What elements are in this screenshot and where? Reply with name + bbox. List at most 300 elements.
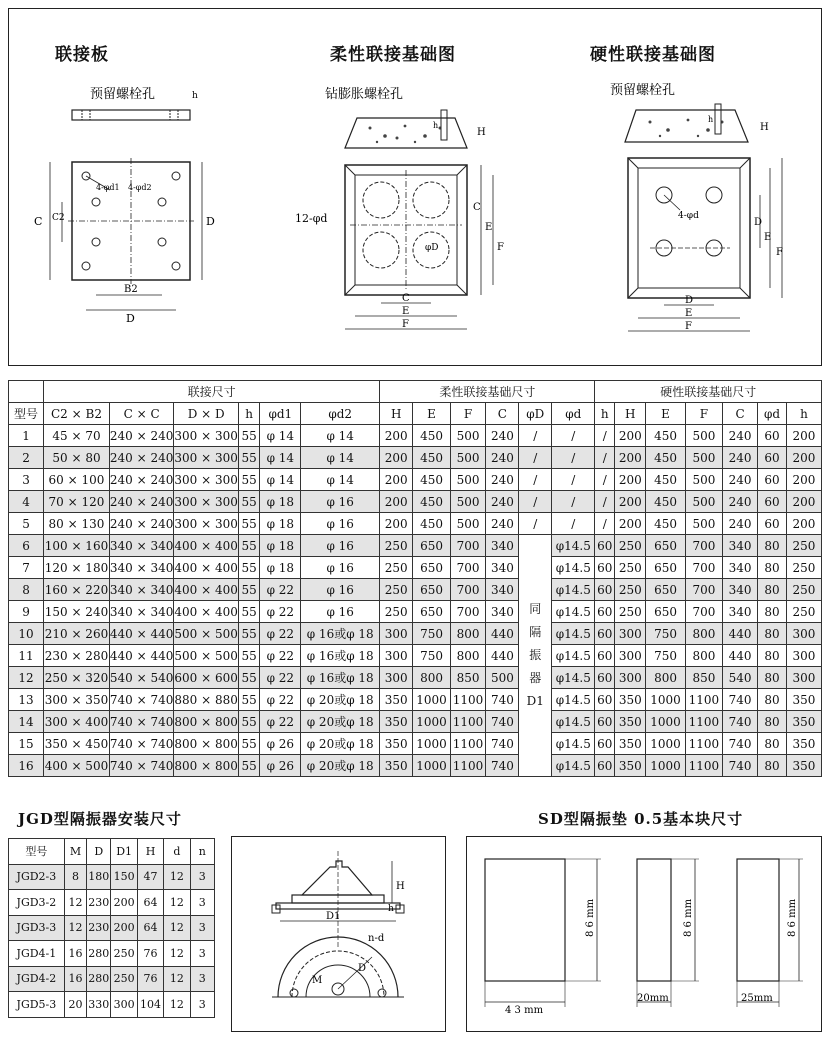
- table-cell: 700: [450, 535, 486, 557]
- table-cell: φ 16: [301, 601, 380, 623]
- col-header: φd1: [260, 403, 301, 425]
- table-cell: 340: [486, 601, 519, 623]
- jgd-cell: JGD5-3: [9, 992, 65, 1018]
- table-cell: 350: [615, 689, 646, 711]
- table-cell: 400 × 400: [174, 557, 239, 579]
- svg-text:4-φd2: 4-φd2: [128, 183, 152, 192]
- table-cell: 1000: [646, 755, 685, 777]
- col-header: φd: [552, 403, 595, 425]
- table-cell: 500: [685, 425, 722, 447]
- table-cell: 200: [380, 491, 413, 513]
- table-cell: 240: [723, 469, 758, 491]
- table-cell: φ 22: [260, 645, 301, 667]
- jgd-cell: 8: [64, 864, 86, 890]
- table-cell: 800: [450, 645, 486, 667]
- svg-text:C2: C2: [52, 213, 65, 223]
- table-cell: 650: [646, 601, 685, 623]
- table-cell: 240 × 240: [109, 513, 174, 535]
- table-cell: 240 × 240: [109, 425, 174, 447]
- same-as-isolator-cell: [519, 535, 552, 777]
- table-cell: φ 14: [260, 447, 301, 469]
- table-cell: 55: [238, 667, 260, 689]
- table-cell: 55: [238, 491, 260, 513]
- table-cell: 200: [615, 491, 646, 513]
- table-row: [9, 579, 822, 601]
- table-cell: φ14.5: [552, 667, 595, 689]
- jgd-cell: 20: [64, 992, 86, 1018]
- table-cell: 740 × 740: [109, 711, 174, 733]
- table-cell: φ 16: [301, 579, 380, 601]
- table-cell: 200: [615, 425, 646, 447]
- table-cell: 200: [380, 425, 413, 447]
- table-cell: φ14.5: [552, 733, 595, 755]
- table-cell: 500 × 500: [174, 645, 239, 667]
- table-cell: 750: [646, 623, 685, 645]
- table-cell: 200: [615, 469, 646, 491]
- table-cell: 450: [646, 469, 685, 491]
- svg-text:F: F: [402, 319, 409, 330]
- col-header: C × C: [109, 403, 174, 425]
- svg-text:H: H: [396, 881, 405, 892]
- svg-text:D: D: [685, 295, 694, 306]
- table-cell: 55: [238, 733, 260, 755]
- table-row: [9, 601, 822, 623]
- table-cell: φ 14: [260, 469, 301, 491]
- table-cell: 400 × 400: [174, 601, 239, 623]
- svg-text:B2: B2: [124, 284, 138, 295]
- table-cell: 55: [238, 579, 260, 601]
- table-cell: 8: [9, 579, 44, 601]
- table-cell: 80: [758, 755, 787, 777]
- table-cell: 340: [723, 535, 758, 557]
- jgd-cell: JGD2-3: [9, 864, 65, 890]
- table-cell: 55: [238, 623, 260, 645]
- table-cell: 500: [486, 667, 519, 689]
- table-cell: 650: [413, 535, 450, 557]
- table-cell: 240: [486, 447, 519, 469]
- jgd-cell: 12: [164, 915, 190, 941]
- jgd-cell: 16: [64, 966, 86, 992]
- sd-block1-height: 8 6 mm: [585, 898, 596, 937]
- table-cell: 6: [9, 535, 44, 557]
- table-cell: 200: [786, 469, 821, 491]
- sd-block2-height: 8 6 mm: [683, 898, 694, 937]
- table-cell: 740: [723, 689, 758, 711]
- jgd-cell: 280: [87, 966, 111, 992]
- table-cell: 250: [786, 579, 821, 601]
- jgd-row: [9, 941, 215, 967]
- table-cell: 800: [685, 623, 722, 645]
- table-cell: 70 × 120: [44, 491, 110, 513]
- same-as-isolator-char: 器: [529, 671, 542, 685]
- table-cell: 440: [723, 645, 758, 667]
- table-cell: /: [595, 491, 615, 513]
- table-cell: 50 × 80: [44, 447, 110, 469]
- table-cell: 230 × 280: [44, 645, 110, 667]
- table-cell: 80: [758, 689, 787, 711]
- table-cell: 740: [486, 755, 519, 777]
- sd-title: SD型隔振垫 0.5基本块尺寸: [538, 810, 744, 828]
- jgd-table: [8, 838, 215, 1018]
- table-cell: /: [552, 447, 595, 469]
- flexible-title: 柔性联接基础图: [330, 45, 456, 65]
- table-cell: φ 16或φ 18: [301, 667, 380, 689]
- table-cell: 1100: [450, 689, 486, 711]
- table-row: [9, 447, 822, 469]
- svg-text:D1: D1: [326, 911, 341, 922]
- same-as-isolator-char: 同: [529, 602, 542, 616]
- table-cell: φ 22: [260, 667, 301, 689]
- table-cell: 650: [646, 579, 685, 601]
- table-cell: 3: [9, 469, 44, 491]
- table-cell: 7: [9, 557, 44, 579]
- jgd-cell: 3: [190, 941, 214, 967]
- table-cell: 240: [723, 425, 758, 447]
- table-cell: φ 14: [301, 469, 380, 491]
- table-cell: 740: [486, 689, 519, 711]
- jgd-cell: 12: [64, 915, 86, 941]
- table-cell: 60: [595, 535, 615, 557]
- table-cell: 450: [413, 447, 450, 469]
- table-cell: 200: [380, 447, 413, 469]
- table-cell: 340 × 340: [109, 579, 174, 601]
- table-cell: 200: [615, 447, 646, 469]
- table-cell: 1100: [685, 689, 722, 711]
- table-cell: φ 22: [260, 623, 301, 645]
- table-cell: 750: [646, 645, 685, 667]
- table-cell: φ14.5: [552, 623, 595, 645]
- table-cell: 210 × 260: [44, 623, 110, 645]
- table-cell: 11: [9, 645, 44, 667]
- table-cell: 250: [380, 579, 413, 601]
- table-cell: 500: [450, 469, 486, 491]
- group-header-row: [9, 381, 822, 403]
- svg-text:4-φd: 4-φd: [678, 211, 699, 221]
- col-header: C: [723, 403, 758, 425]
- svg-text:E: E: [685, 308, 693, 319]
- table-cell: 880 × 880: [174, 689, 239, 711]
- table-cell: 13: [9, 689, 44, 711]
- table-body: [9, 425, 822, 777]
- table-cell: 80: [758, 557, 787, 579]
- table-cell: 500: [450, 425, 486, 447]
- table-cell: φ14.5: [552, 579, 595, 601]
- table-cell: 200: [786, 447, 821, 469]
- table-cell: 350: [615, 755, 646, 777]
- table-cell: 650: [413, 601, 450, 623]
- table-cell: 60: [595, 645, 615, 667]
- table-cell: /: [552, 491, 595, 513]
- table-row: [9, 557, 822, 579]
- table-cell: 740: [723, 733, 758, 755]
- jgd-cell: 230: [87, 890, 111, 916]
- sd-block3-width: 25mm: [741, 993, 773, 1004]
- svg-text:H: H: [760, 122, 769, 133]
- table-cell: 1100: [450, 711, 486, 733]
- table-cell: 60: [758, 469, 787, 491]
- jgd-cell: 150: [111, 864, 137, 890]
- table-cell: /: [595, 447, 615, 469]
- col-header: F: [685, 403, 722, 425]
- table-cell: 200: [380, 469, 413, 491]
- table-cell: 500: [685, 447, 722, 469]
- table-cell: φ14.5: [552, 711, 595, 733]
- table-cell: 55: [238, 601, 260, 623]
- table-cell: 240: [486, 491, 519, 513]
- table-cell: 55: [238, 535, 260, 557]
- table-row: [9, 513, 822, 535]
- col-header: D × D: [174, 403, 239, 425]
- table-cell: 9: [9, 601, 44, 623]
- table-cell: 740 × 740: [109, 755, 174, 777]
- jgd-col-header: 型号: [9, 839, 65, 865]
- svg-text:C: C: [473, 202, 481, 213]
- table-cell: 350: [786, 733, 821, 755]
- table-cell: 400 × 500: [44, 755, 110, 777]
- col-header: E: [646, 403, 685, 425]
- table-cell: 60: [595, 711, 615, 733]
- jgd-cell: 180: [87, 864, 111, 890]
- jgd-cell: JGD3-2: [9, 890, 65, 916]
- col-header: E: [413, 403, 450, 425]
- table-cell: φ 16或φ 18: [301, 645, 380, 667]
- table-cell: 750: [413, 645, 450, 667]
- table-cell: 1100: [450, 733, 486, 755]
- svg-text:E: E: [402, 306, 410, 317]
- svg-text:φD: φD: [425, 243, 439, 253]
- table-cell: φ14.5: [552, 755, 595, 777]
- table-cell: 740: [723, 711, 758, 733]
- table-cell: 120 × 180: [44, 557, 110, 579]
- table-cell: 55: [238, 447, 260, 469]
- table-cell: 1000: [413, 711, 450, 733]
- table-cell: 450: [413, 469, 450, 491]
- table-cell: 650: [413, 579, 450, 601]
- jgd-cell: 64: [137, 915, 163, 941]
- table-cell: 400 × 400: [174, 535, 239, 557]
- plate-title: 联接板: [55, 45, 109, 65]
- table-cell: 55: [238, 557, 260, 579]
- table-cell: 60: [595, 579, 615, 601]
- table-row: [9, 469, 822, 491]
- table-cell: 500 × 500: [174, 623, 239, 645]
- jgd-row: [9, 966, 215, 992]
- table-cell: 150 × 240: [44, 601, 110, 623]
- table-cell: 340 × 340: [109, 557, 174, 579]
- table-cell: 80: [758, 667, 787, 689]
- table-cell: 1000: [413, 755, 450, 777]
- jgd-cell: 76: [137, 966, 163, 992]
- jgd-cell: 200: [111, 890, 137, 916]
- jgd-cell: 104: [137, 992, 163, 1018]
- svg-text:D: D: [754, 217, 763, 228]
- jgd-cell: 12: [164, 864, 190, 890]
- table-cell: 340: [486, 579, 519, 601]
- jgd-col-header: d: [164, 839, 190, 865]
- table-cell: 250: [615, 535, 646, 557]
- table-cell: 350: [380, 689, 413, 711]
- column-header-row: [9, 403, 822, 425]
- table-cell: 700: [450, 579, 486, 601]
- plate-hole-label: 预留螺栓孔: [90, 87, 156, 102]
- table-cell: 80: [758, 711, 787, 733]
- table-cell: 340 × 340: [109, 535, 174, 557]
- table-cell: 60: [595, 689, 615, 711]
- table-cell: 450: [646, 513, 685, 535]
- table-cell: /: [519, 425, 552, 447]
- svg-text:h: h: [708, 115, 714, 124]
- table-cell: 80: [758, 579, 787, 601]
- table-cell: 60: [595, 667, 615, 689]
- table-cell: 300 × 300: [174, 469, 239, 491]
- table-cell: 340: [486, 557, 519, 579]
- table-cell: 700: [685, 601, 722, 623]
- table-row: [9, 425, 822, 447]
- table-cell: 300: [786, 645, 821, 667]
- svg-text:h: h: [433, 121, 439, 130]
- corner-cell: [9, 381, 44, 403]
- table-cell: 350: [615, 711, 646, 733]
- table-cell: /: [552, 425, 595, 447]
- same-as-isolator-char: 隔: [529, 625, 542, 639]
- table-cell: 740: [723, 755, 758, 777]
- sd-block3-height: 8 6 mm: [787, 898, 798, 937]
- svg-text:M: M: [312, 975, 323, 986]
- table-cell: /: [519, 469, 552, 491]
- table-cell: 440: [486, 623, 519, 645]
- table-cell: 200: [380, 513, 413, 535]
- table-row: [9, 535, 822, 557]
- table-cell: 100 × 160: [44, 535, 110, 557]
- table-cell: 350: [786, 689, 821, 711]
- svg-text:E: E: [764, 232, 772, 243]
- table-cell: φ 22: [260, 711, 301, 733]
- table-cell: φ 14: [301, 425, 380, 447]
- table-cell: 740 × 740: [109, 733, 174, 755]
- table-cell: 1000: [646, 711, 685, 733]
- table-cell: φ 16: [301, 513, 380, 535]
- jgd-cell: 300: [111, 992, 137, 1018]
- table-cell: 500: [685, 513, 722, 535]
- table-cell: 1100: [685, 755, 722, 777]
- table-cell: 55: [238, 711, 260, 733]
- table-cell: 240: [723, 513, 758, 535]
- svg-text:F: F: [776, 247, 783, 258]
- table-row: [9, 711, 822, 733]
- table-cell: 60 × 100: [44, 469, 110, 491]
- jgd-cell: 250: [111, 941, 137, 967]
- svg-text:D: D: [358, 963, 367, 974]
- svg-text:D: D: [126, 312, 135, 325]
- jgd-cell: 330: [87, 992, 111, 1018]
- table-cell: 60: [758, 447, 787, 469]
- sd-block1-width: 4 3 mm: [505, 1005, 544, 1016]
- table-cell: 55: [238, 645, 260, 667]
- flexible-hole-label: 钻膨胀螺栓孔: [325, 87, 404, 102]
- col-header: φd2: [301, 403, 380, 425]
- table-cell: φ 18: [260, 557, 301, 579]
- table-cell: 440 × 440: [109, 623, 174, 645]
- table-cell: φ14.5: [552, 601, 595, 623]
- table-cell: 80: [758, 645, 787, 667]
- rigid-title: 硬性联接基础图: [590, 45, 716, 65]
- table-row: [9, 645, 822, 667]
- jgd-cell: 3: [190, 864, 214, 890]
- table-cell: 340: [486, 535, 519, 557]
- jgd-row: [9, 890, 215, 916]
- table-cell: 850: [685, 667, 722, 689]
- jgd-cell: 76: [137, 941, 163, 967]
- table-cell: 160 × 220: [44, 579, 110, 601]
- table-cell: φ 14: [301, 447, 380, 469]
- table-cell: 4: [9, 491, 44, 513]
- table-cell: 440: [486, 645, 519, 667]
- jgd-row: [9, 864, 215, 890]
- table-cell: 300: [615, 645, 646, 667]
- table-cell: 60: [595, 623, 615, 645]
- table-cell: 1100: [685, 711, 722, 733]
- table-cell: 340 × 340: [109, 601, 174, 623]
- table-cell: φ 20或φ 18: [301, 689, 380, 711]
- svg-text:12-φd: 12-φd: [295, 212, 328, 225]
- table-cell: 1100: [450, 755, 486, 777]
- jgd-cell: 47: [137, 864, 163, 890]
- table-cell: 750: [413, 623, 450, 645]
- table-cell: φ 16: [301, 535, 380, 557]
- col-header: h: [595, 403, 615, 425]
- table-cell: 450: [646, 425, 685, 447]
- table-cell: 800: [685, 645, 722, 667]
- table-cell: 400 × 400: [174, 579, 239, 601]
- jgd-cell: 64: [137, 890, 163, 916]
- table-row: [9, 667, 822, 689]
- table-cell: 450: [413, 491, 450, 513]
- jgd-cell: JGD3-3: [9, 915, 65, 941]
- table-cell: 80: [758, 601, 787, 623]
- table-cell: 450: [413, 513, 450, 535]
- svg-text:n-d: n-d: [368, 933, 385, 944]
- table-cell: 1000: [646, 733, 685, 755]
- svg-text:h: h: [388, 904, 394, 914]
- sd-block2-width: 20mm: [637, 993, 669, 1004]
- table-row: [9, 623, 822, 645]
- table-cell: /: [519, 513, 552, 535]
- col-header: F: [450, 403, 486, 425]
- table-cell: 350: [380, 755, 413, 777]
- jgd-col-header: M: [64, 839, 86, 865]
- table-cell: 450: [646, 491, 685, 513]
- col-header: C2 × B2: [44, 403, 110, 425]
- col-header: H: [615, 403, 646, 425]
- table-cell: 350 × 450: [44, 733, 110, 755]
- table-cell: 500: [685, 491, 722, 513]
- table-cell: 10: [9, 623, 44, 645]
- table-cell: 55: [238, 755, 260, 777]
- jgd-header-row: [9, 839, 215, 865]
- jgd-diagram: [232, 837, 445, 1031]
- table-cell: 740 × 740: [109, 689, 174, 711]
- table-cell: 240 × 240: [109, 447, 174, 469]
- table-cell: 240: [723, 491, 758, 513]
- table-cell: 350: [615, 733, 646, 755]
- table-cell: 250 × 320: [44, 667, 110, 689]
- sd-diagram: [467, 837, 821, 1031]
- table-cell: φ 20或φ 18: [301, 755, 380, 777]
- table-cell: 300 × 350: [44, 689, 110, 711]
- jgd-cell: 3: [190, 992, 214, 1018]
- table-cell: 2: [9, 447, 44, 469]
- jgd-col-header: D: [87, 839, 111, 865]
